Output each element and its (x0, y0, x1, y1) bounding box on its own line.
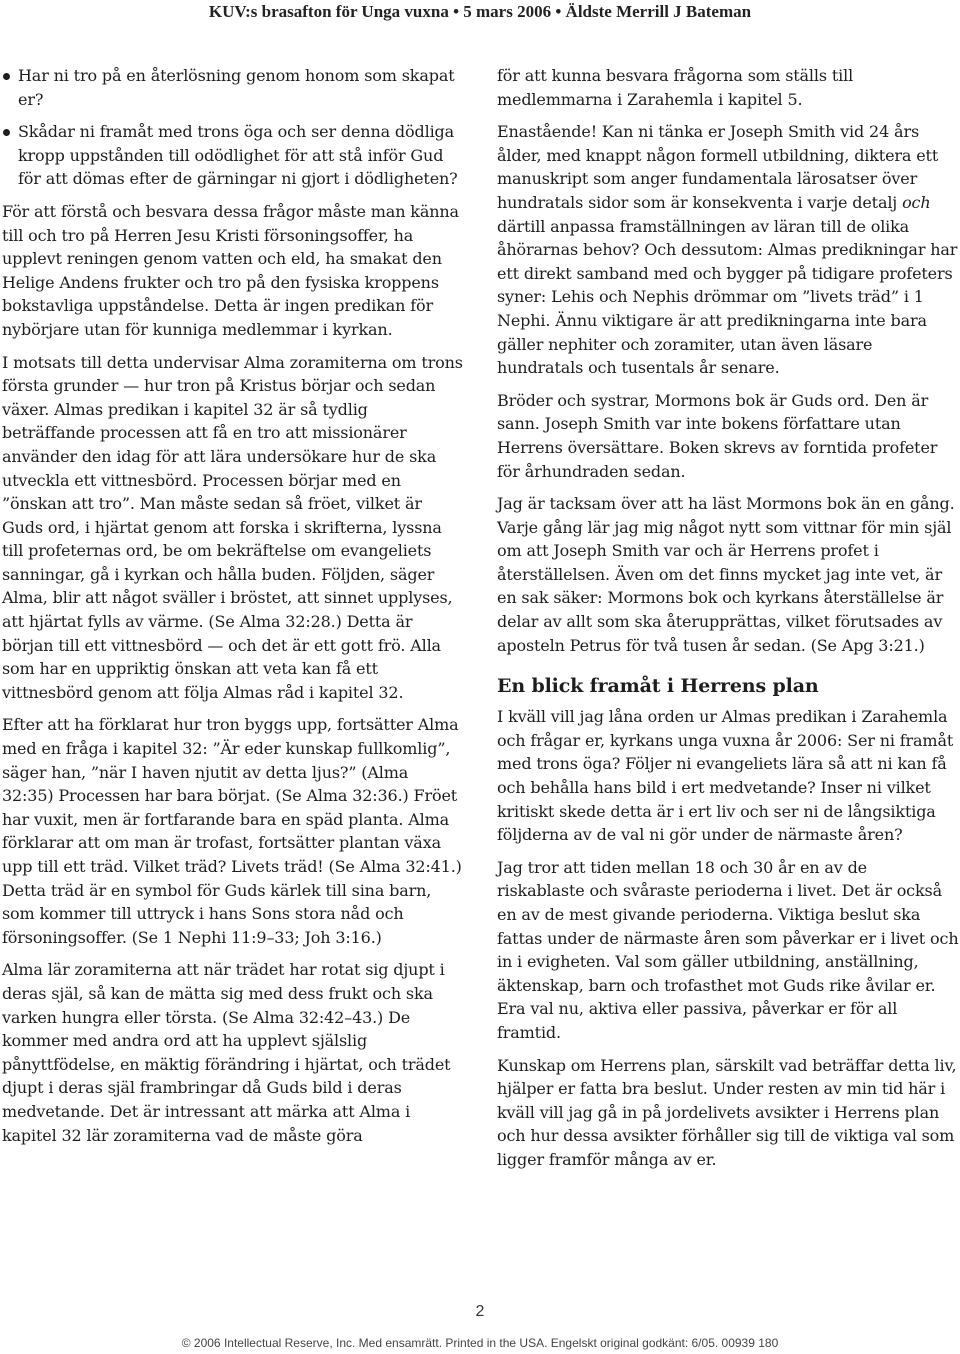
body-paragraph: Alma lär zoramiterna att när trädet har rotat sig djupt i deras själ, så kan de mätta sig med dess frukt och ska varken hungra eller törsta. (Se Alma 32:42–43.) De kommer med andra ord att ha upplevt själslig pånyttfödelse, en mäktig förändring i hjärtat, och trädet djupt i deras själ frambringar då Guds bild i deras medvetande. Det är intressant att märka att Alma i kapitel 32 lär zoramiterna vad de måste göra (2, 960, 451, 1145)
question-list (2, 64, 464, 191)
section-heading: En blick framåt i Herrens plan (497, 675, 819, 698)
copyright-footer: © 2006 Intellectual Reserve, Inc. Med ensamrätt. Printed in the USA. Engelskt original godkänt: 6/05. 00939 180 (181, 1336, 779, 1350)
list-item: Har ni tro på en återlösning genom honom som skapat er? (2, 64, 464, 111)
paragraph-text: därtill anpassa framställningen av läran till de olika åhörarnas behov? Och dessutom: Almas predikningar har ett direkt samband med och bygger på tidigare profeters syner: Lehis och Nephis drömmar om ”livets träd” i 1 Nephi. Ännu viktigare är att predikningarna inte bara gäller nephiter och zoramiter, utan även läsare hundratals och tusentals år senare. (497, 216, 958, 378)
body-paragraph: För att förstå och besvara dessa frågor måste man känna till och tro på Herren Jesu Kristi försoningsoffer, ha upplevt reningen genom vatten och eld, ha smakat den Helige Andens frukter och tro på den fysiska kroppens bokstavliga uppståndelse. Detta är ingen predikan för nybörjare utan för kunniga medlemmar i kyrkan. (2, 201, 459, 339)
list-item: Skådar ni framåt med trons öga och ser denna dödliga kropp uppstånden till odödlighet för att stå inför Gud för att dömas efter de gärningar ni gjort i dödligheten? (2, 120, 464, 191)
emphasized-word: och (902, 192, 931, 212)
body-paragraph: Kunskap om Herrens plan, särskilt vad beträffar detta liv, hjälper er fatta bra beslut. Under resten av min tid här i kväll vill jag gå in på jordelivets avsikter i Herrens plan och hur dessa avsikter förhåller sig till de viktiga val som ligger framför många av er. (497, 1055, 957, 1169)
body-paragraph: Jag tror att tiden mellan 18 och 30 år en av de riskablaste och svåraste perioderna i livet. Det är också en av de mest givande perioderna. Viktiga beslut ska fattas under de närmaste åren som påverkar er i livet och in i evigheten. Val som gäller utbildning, anställning, äktenskap, barn och trofasthet mot Guds rike åvilar er. Era val nu, aktiva eller passiva, påverkar er för all framtid. (497, 857, 959, 1042)
body-paragraph: I kväll vill jag låna orden ur Almas predikan i Zarahemla och frågar er, kyrkans unga vuxna år 2006: Ser ni framåt med trons öga? Följer ni evangeliets lära så att ni kan få och behålla hans bild i ert medvetande? Inser ni vilket kritiskt skede detta är i ert liv och ser ni de långsiktiga följderna av de val ni gör under de närmaste åren? (497, 707, 954, 845)
body-paragraph (497, 120, 959, 380)
body-paragraph: I motsats till detta undervisar Alma zoramiterna om trons första grunder — hur tron på Kristus börjar och sedan växer. Almas predikan i kapitel 32 är så tydlig beträffande processen att få en tro att missionärer använder den idag för att lära undersökare hur de ska utveckla ett vittnesbörd. Processen börjar med en ”önskan att tro”. Man måste sedan så fröet, vilket är Guds ord, i hjärtat genom att forska i skrifterna, lyssna till profeternas ord, be om bekräftelse om evangeliets sanningar, gå i kyrkan och hålla buden. Följden, säger Alma, blir att något sväller i bröstet, att sinnet upplyses, att hjärtat fylls av värme. (Se Alma 32:28.) Detta är början till ett vittnesbörd — och det är ett gott frö. Alla som har en uppriktig önskan att veta kan få ett vittnesbörd genom att följa Almas råd i kapitel 32. (2, 352, 463, 702)
running-head: KUV:s brasafton för Unga vuxna • 5 mars 2006 • Äldste Merrill J Bateman (208, 2, 752, 21)
body-paragraph: Jag är tacksam över att ha läst Mormons bok än en gång. Varje gång lär jag mig något nytt som vittnar för min själ om att Joseph Smith var och är Herrens profet i återställelsen. Även om det finns mycket jag inte vet, är en sak säker: Mormons bok och kyrkans återställelse är delar av allt som ska återupprättas, vilket förutsades av aposteln Petrus för två tusen år sedan. (Se Apg 3:21.) (497, 494, 955, 655)
left-column (2, 64, 464, 1156)
paragraph-text: Enastående! Kan ni tänka er Joseph Smith vid 24 års ålder, med knappt någon formell utbildning, diktera ett manuskript som anger fundamentala lärosatser över hundratals sidor som är konsekventa i varje detalj (497, 122, 939, 212)
page-number: 2 (475, 1303, 485, 1320)
right-column (497, 64, 959, 1181)
body-paragraph: Bröder och systrar, Mormons bok är Guds ord. Den är sann. Joseph Smith var inte bokens författare utan Herrens översättare. Boken skrevs av forntida profeter för århundraden sedan. (497, 390, 938, 481)
body-paragraph: Efter att ha förklarat hur tron byggs upp, fortsätter Alma med en fråga i kapitel 32: ”Är eder kunskap fullkomlig”, säger han, ”när I haven njutit av detta ljus?” (Alma 32:35) Processen har bara börjat. (Se Alma 32:36.) Fröet har vuxit, men är fortfarande bara en späd planta. Alma förklarar att om man är trofast, fortsätter plantan växa upp till ett träd. Vilket träd? Livets träd! (Se Alma 32:41.) Detta träd är en symbol för Guds kärlek till sina barn, som kommer till uttryck i hans Sons stora nåd och försoningsoffer. (Se 1 Nephi 11:9–33; Joh 3:16.) (2, 715, 462, 947)
body-paragraph: för att kunna besvara frågorna som ställs till medlemmarna i Zarahemla i kapitel 5. (497, 66, 854, 109)
